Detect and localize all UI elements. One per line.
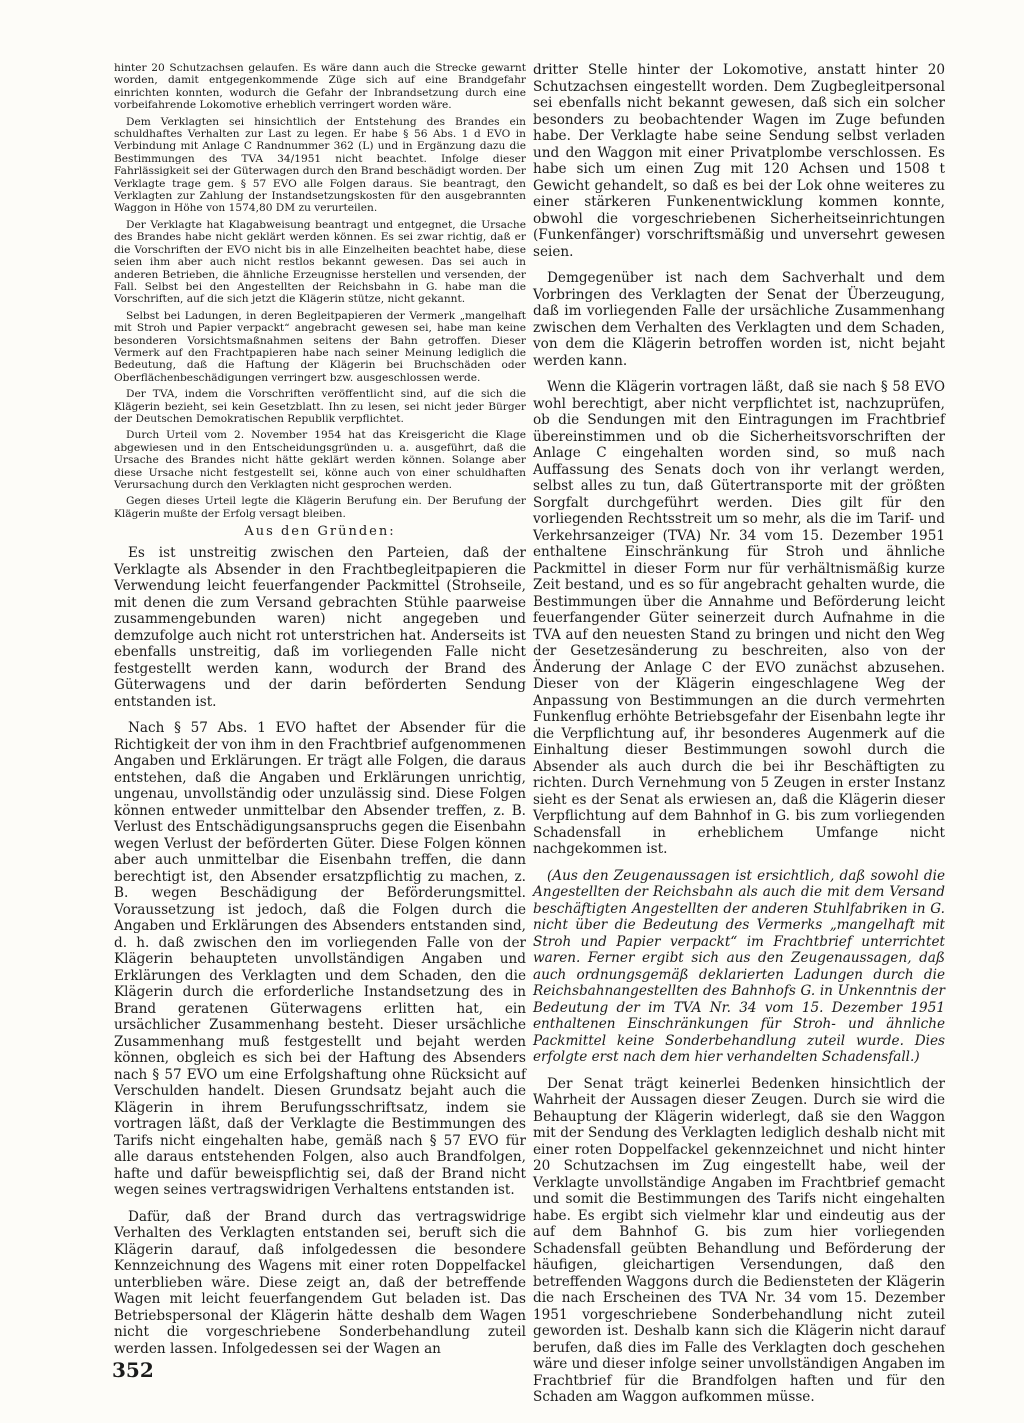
paragraph: Der Verklagte hat Klagabweisung beantragt und entgegnet, die Ursache des Brandes habe nicht geklärt werden können. Es sei zwar richtig, daß er die Vorschriften der EVO nicht bis in alle Einzelheiten beachtet habe, diese seien ihm aber auch nicht restlos bekannt gewesen. Das sei auch in anderen Betrieben, die ähnliche Erzeugnisse herstellen und versenden, der Fall. Selbst bei den Angestellten der Reichsbahn in G. habe man die Vorschriften, auf die sich jetzt die Klägerin stütze, nicht gekannt.: [114, 218, 526, 306]
paragraph: Dafür, daß der Brand durch das vertragswidrige Verhalten des Verklagten entstanden sei, beruft sich die Klägerin darauf, daß infolgedessen die besondere Kennzeichnung des Wagens mit einer roten Doppelfackel unterblieben wäre. Diese zeigt an, daß der betreffende Wagen mit leicht feuerfangendem Gut beladen ist. Das Betriebspersonal der Klägerin hätte deshalb dem Wagen nicht die vorgeschriebene Sonderbehandlung zuteil werden lassen. Infolgedessen sei der Wagen an: [114, 1208, 526, 1357]
left-column: [114, 62, 526, 1367]
paragraph: Demgegenüber ist nach dem Sachverhalt und dem Vorbringen des Verklagten der Senat der Überzeugung, daß im vorliegenden Falle der ursächliche Zusammenhang zwischen dem Verhalten des Verklagten und dem Schaden, von dem die Klägerin betroffen worden ist, nicht bejaht werden kann.: [533, 270, 945, 369]
paragraph: Selbst bei Ladungen, in deren Begleitpapieren der Vermerk „mangelhaft mit Stroh und Papier verpackt“ angebracht gewesen sei, habe man keine besonderen Vorsichtsmaßnahmen seitens der Bahn getroffen. Dieser Vermerk auf den Frachtpapieren habe nach seiner Meinung lediglich die Bedeutung, daß die Haftung der Klägerin bei Bruchschäden oder Oberflächenbeschädigungen verringert bzw. ausgeschlossen werde.: [114, 309, 526, 384]
paragraph: hinter 20 Schutzachsen gelaufen. Es wäre dann auch die Strecke gewarnt worden, damit entgegenkommende Züge sich auf eine Brandgefahr einrichten konnten, wodurch die Gefahr der Inbrandsetzung durch eine vorbeifahrende Lokomotive erheblich verringert worden wäre.: [114, 62, 526, 112]
paragraph: Der Senat trägt keinerlei Bedenken hinsichtlich der Wahrheit der Aussagen dieser Zeugen. Durch sie wird die Behauptung der Klägerin widerlegt, daß sie den Waggon mit der Sendung des Verklagten lediglich deshalb nicht mit einer roten Doppelfackel gekennzeichnet und nicht hinter 20 Schutzachsen im Zug eingestellt habe, weil der Verklagte unvollständige Angaben im Frachtbrief gemacht und somit die Bestimmungen des Tarifs nicht eingehalten habe. Es ergibt sich vielmehr klar und eindeutig aus der auf dem Bahnhof G. bis zum hier vorliegenden Schadensfall geübten Behandlung und Beförderung der häufigen, gleichartigen Versendungen, daß den betreffenden Waggons durch die Bediensteten der Klägerin die nach Erscheinen des TVA Nr. 34 vom 15. Dezember 1951 vorgeschriebene Sonderbehandlung nicht zuteil geworden ist. Deshalb kann sich die Klägerin nicht darauf berufen, daß dies im Falle des Verklagten doch geschehen wäre und dieser infolge seiner unvollständigen Angaben im Frachtbrief für die Brandfolgen haften und für den Schaden am Waggon aufkommen müsse.: [533, 1075, 945, 1405]
section-heading: Aus den Gründen:: [244, 524, 396, 540]
paragraph: Durch Urteil vom 2. November 1954 hat das Kreisgericht die Klage abgewiesen und in den Entscheidungsgründen u. a. ausgeführt, daß die Ursache des Brandes nicht hätte geklärt werden können. Solange aber diese Ursache nicht festgestellt sei, könne auch von einer schuldhaften Verursachung durch den Verklagten nicht gesprochen werden.: [114, 429, 526, 491]
page-number: 352: [112, 1358, 154, 1382]
paragraph: Es ist unstreitig zwischen den Parteien, daß der Verklagte als Absender in den Frachtbegleitpapieren die Verwendung leicht feuerfangender Packmittel (Strohseile, mit denen die zum Versand gebrachten Stühle paarweise zusammengebunden waren) nicht angegeben und demzufolge auch nicht rot unterstrichen hat. Anderseits ist ebenfalls unstreitig, daß im vorliegenden Falle nicht festgestellt werden kann, wodurch der Brand des Güterwagens und der darin beförderten Sendung entstanden ist.: [114, 545, 526, 710]
italic-paragraph: (Aus den Zeugenaussagen ist ersichtlich, daß sowohl die Angestellten der Reichsbahn als auch die mit dem Versand beschäftigten Angestellten der anderen Stuhlfabriken in G. nicht über die Bedeutung des Vermerks „mangelhaft mit Stroh und Papier verpackt“ im Frachtbrief unterrichtet waren. Ferner ergibt sich aus den Zeugenaussagen, daß auch ordnungsgemäß deklarierten Ladungen durch die Reichsbahnangestellten des Bahnhofs G. in Unkenntnis der Bedeutung der im TVA Nr. 34 vom 15. Dezember 1951 enthaltenen Einschränkungen für Stroh- und ähnliche Packmittel keine Sonderbehandlung zuteil wurde. Dies erfolgte erst nach dem hier verhandelten Schadensfall.): [533, 867, 945, 1065]
paragraph: Nach § 57 Abs. 1 EVO haftet der Absender für die Richtigkeit der von ihm in den Frachtbrief aufgenommenen Angaben und Erklärungen. Er trägt alle Folgen, die daraus entstehen, daß die Angaben und Erklärungen unrichtig, ungenau, unvollständig oder unzulässig sind. Diese Folgen können entweder unmittelbar den Absender treffen, z. B. Verlust des Entschädigungsanspruchs gegen die Eisenbahn wegen Verlust der beförderten Güter. Diese Folgen können aber auch unmittelbar die Eisenbahn treffen, die dann berechtigt ist, den Absender ersatzpflichtig zu machen, z. B. wegen Beschädigung der Beförderungsmittel. Voraussetzung ist jedoch, daß die Folgen durch die Angaben und Erklärungen des Absenders entstanden sind, d. h. daß zwischen den im vorliegenden Falle von der Klägerin behaupteten unvollständigen Angaben und Erklärungen des Verklagten und dem Schaden, den die Klägerin durch die erforderliche Instandsetzung des in Brand geratenen Güterwagens erlitten hat, ein ursächlicher Zusammenhang besteht. Dieser ursächliche Zusammenhang muß festgestellt und bejaht werden können, obgleich es sich bei der Haftung des Absenders nach § 57 EVO um eine Erfolgshaftung ohne Rücksicht auf Verschulden handelt. Diesen Grundsatz bejaht auch die Klägerin in ihrem Berufungsschriftsatz, indem sie vortragen läßt, daß der Verklagte die Bestimmungen des Tarifs nicht eingehalten habe, gemäß nach § 57 EVO für alle daraus entstehenden Folgen, also auch Brandfolgen, hafte und dafür beweispflichtig sei, daß der Brand nicht wegen seines vertragswidrigen Verhaltens entstanden ist.: [114, 720, 526, 1199]
right-column: [533, 62, 945, 1416]
paragraph: Wenn die Klägerin vortragen läßt, daß sie nach § 58 EVO wohl berechtigt, aber nicht verpflichtet ist, nachzuprüfen, ob die Sendungen mit den Eintragungen im Frachtbrief übereinstimmen und ob die Sicherheitsvorschriften der Anlage C eingehalten worden sind, so muß nach Auffassung des Senats doch von ihr verlangt werden, selbst alles zu tun, daß Gütertransporte mit der größten Sorgfalt durchgeführt werden. Dies gilt für den vorliegenden Rechtsstreit um so mehr, als die im Tarif- und Verkehrsanzeiger (TVA) Nr. 34 vom 15. Dezember 1951 enthaltene Einschränkung für Stroh und ähnliche Packmittel in dieser Form nur für verhältnismäßig kurze Zeit bestand, und es so für angebracht gehalten wurde, die Bestimmungen über die Annahme und Beförderung leicht feuerfangender Güter seinerzeit durch Aufnahme in die TVA auf den neuesten Stand zu bringen und nicht den Weg der Gesetzesänderung zu beschreiten, also von der Änderung der Anlage C der EVO zunächst abzusehen. Dieser von der Klägerin eingeschlagene Weg der Anpassung von Bestimmungen an die durch vermehrten Funkenflug erhöhte Betriebsgefahr der Eisenbahn legte ihr die Verpflichtung auf, ihr besonderes Augenmerk auf die Einhaltung dieser Bestimmungen sowohl durch die Absender als auch durch die bei ihr Beschäftigten zu richten. Durch Vernehmung von 5 Zeugen in erster Instanz sieht es der Senat als erwiesen an, daß die Klägerin dieser Verpflichtung auf dem Bahnhof in G. bis zum vorliegenden Schadensfall in erheblichem Umfange nicht nachgekommen ist.: [533, 379, 945, 857]
paragraph: Der TVA, indem die Vorschriften veröffentlicht sind, auf die sich die Klägerin bezieht, sei kein Gesetzblatt. Ihn zu lesen, sei nicht jeder Bürger der Deutschen Demokratischen Republik verpflichtet.: [114, 388, 526, 425]
paragraph: Dem Verklagten sei hinsichtlich der Entstehung des Brandes ein schuldhaftes Verhalten zur Last zu legen. Er habe § 56 Abs. 1 d EVO in Verbindung mit Anlage C Randnummer 362 (L) und in Ergänzung dazu die Bestimmungen des TVA 34/1951 nicht beachtet. Infolge dieser Fahrlässigkeit sei der Güterwagen durch den Brand beschädigt worden. Der Verklagte trage gem. § 57 EVO alle Folgen daraus. Sie beantragt, den Verklagten zur Zahlung der Instandsetzungskosten für den ausgebrannten Waggon in Höhe von 1574,80 DM zu verurteilen.: [114, 115, 526, 215]
paragraph: dritter Stelle hinter der Lokomotive, anstatt hinter 20 Schutzachsen eingestellt worden. Dem Zugbegleitpersonal sei ebenfalls nicht bekannt gewesen, daß sich ein solcher besonders zu beobachtender Wagen im Zuge befunden habe. Der Verklagte habe seine Sendung selbst verladen und den Waggon mit einer Privatplombe verschlossen. Es habe sich um einen Zug mit 120 Achsen und 1508 t Gewicht gehandelt, so daß es bei der Lok ohne weiteres zu einer stärkeren Funkenentwicklung kommen konnte, obwohl die vorgeschriebenen Sicherheitseinrichtungen (Funkenfänger) vorschriftsmäßig und unversehrt gewesen seien.: [533, 62, 945, 260]
paragraph: Gegen dieses Urteil legte die Klägerin Berufung ein. Der Berufung der Klägerin mußte der Erfolg versagt bleiben.: [114, 495, 526, 520]
